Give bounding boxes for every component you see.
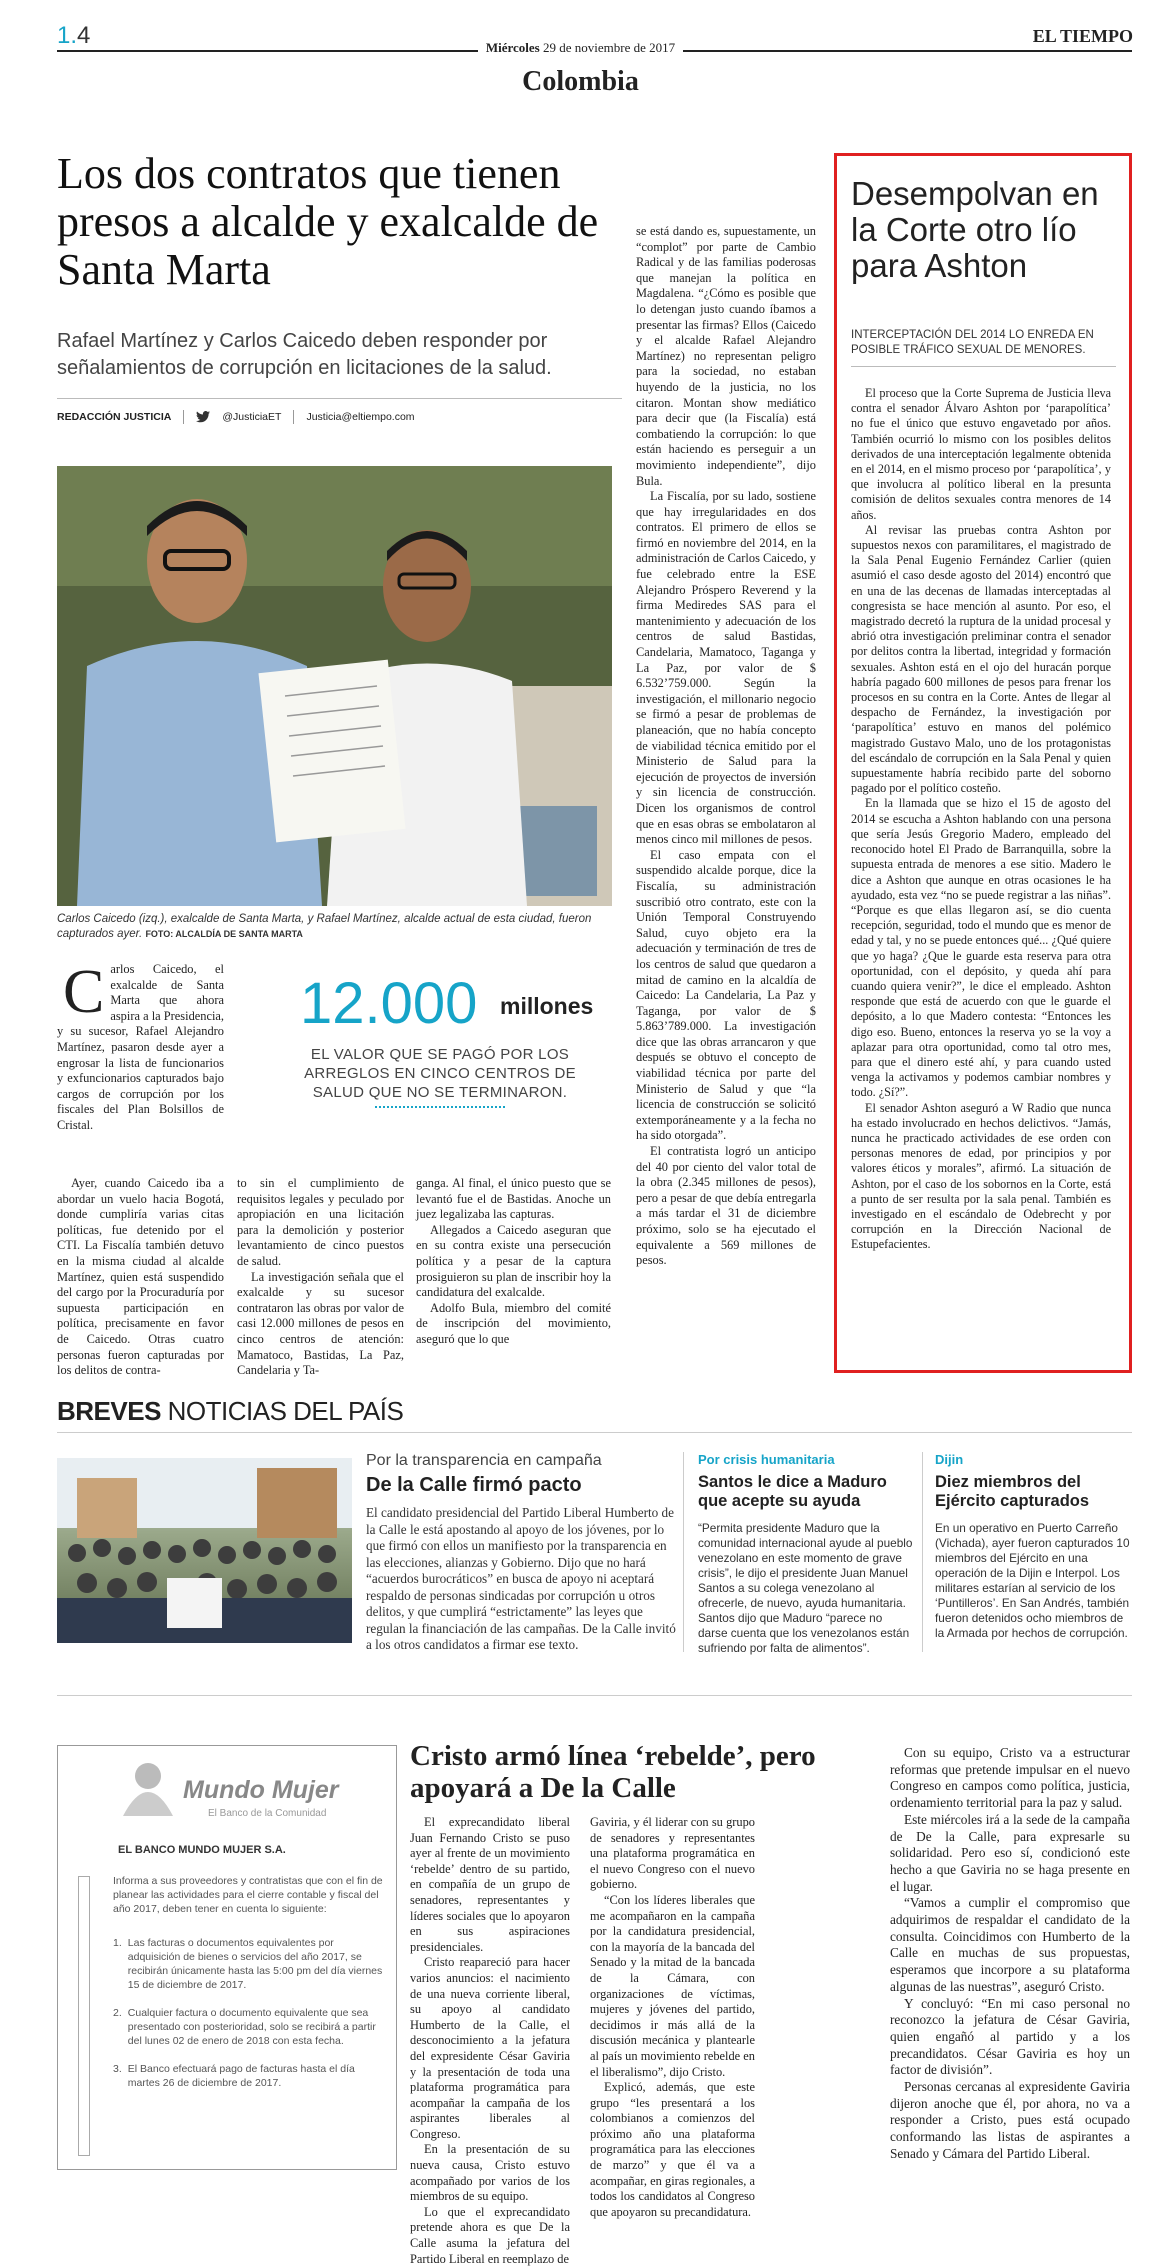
highlight-unit: millones	[500, 993, 594, 1019]
advertisement	[57, 1745, 397, 2170]
sidebar-rule	[851, 366, 1116, 367]
paragraph: Allegados a Caicedo aseguran que en su contra existe una persecución política y a pesar de la captura prosiguieron su plan de inscribir hoy la candidatura del exalcalde.	[416, 1222, 611, 1300]
breve-headline: Santos le dice a Maduro que acepte su ayuda	[698, 1473, 887, 1510]
photo-credit: FOTO: ALCALDÍA DE SANTA MARTA	[145, 929, 303, 939]
sidebar-headline: Desempolvan en la Corte otro lío para Ashton	[851, 175, 1099, 284]
paragraph: El senador Ashton aseguró a W Radio que nunca ha estado involucrado en hechos delictivos. “Jamás, nunca he practicado actividades de ese orden con personas menores de edad, por principios y por valores éticos y morales”, afirmó. La situación de Ashton, por el caso de los sobornos en la Corte, está a punto de ser resulta por la sala penal. También es investigado en el escándalo de Odebrecht y por corrupción en la Dirección Nacional de Estupefacientes.	[851, 1100, 1111, 1252]
paragraph: Explicó, además, que este grupo “les presentará a los colombianos a comienzos del próximo año una plataforma programática para las elecciones de marzo” y que él va a acompañar, en giras regionales, a todos los candidatos al Congreso que apoyaron su precandidatura.	[590, 2080, 755, 2219]
breve-kicker: Por la transparencia en campaña	[366, 1452, 602, 1469]
paragraph: “Vamos a cumplir el compromiso que adquirimos de respaldar el candidato de la consulta. Coincidimos con Humberto de la Calle en muchas de sus propuestas, esperamos que incorpore a su plataforma algunas de las nuestras”, aseguró Cristo.	[890, 1895, 1130, 1994]
paragraph: El contratista logró un anticipo del 40 por ciento del valor total de la obra (2.345 millones de pesos), pero a pesar de que debía entregarla a más tardar el 31 de diciembre próximo, solo se ha ejecutado el equivalente a 569 millones de pesos.	[636, 1144, 816, 1268]
paragraph: “Con los líderes liberales que me acompañaron en la campaña por la candidatura presidencial, con la mayoría de la bancada del Senado y la mitad de la bancada de la Cámara, con organizaciones de víctimas, mujeres y jóvenes del partido, decidimos ir más allá de la discusión mecánica y plantearle al país un movimiento rebelde en el liberalismo”, dijo Cristo.	[590, 1892, 755, 2079]
paragraph: La Fiscalía, por su lado, sostiene que hay irregularidades en dos contratos. El primero de ellos se firmó en noviembre del 2014, en la administración de Carlos Caicedo, y fue celebrado entre la ESE Alejandro Próspero Reverend y la firma Mediredes SAS para el mantenimiento y adecuación de los centros de salud Bastidas, Candelaria, Mamatoco, Taganga y La Paz, por valor de $ 6.532’759.000. Según la investigación, el millonario negocio se firmó a pesar de problemas de planeación, que no había concepto de viabilidad técnica emitido por el Ministerio de Salud para la ejecución de proyectos de inversión y sin licencia de construcción. Dicen los organismos de control que en esas obras se embolataron al menos cinco mil millones de pesos.	[636, 489, 816, 847]
paragraph: El exprecandidato liberal Juan Fernando Cristo se puso ayer al frente de un movimiento ‘rebelde’ dentro de su partido, en compañía de un grupo de senadores, representantes y líderes sociales que lo apoyaron en sus aspiraciones presidenciales.	[410, 1815, 570, 1954]
section-title: Colombia	[522, 66, 639, 97]
paragraph: Personas cercanas al expresidente Gaviria dijeron anoche que él, por ahora, no va a responder a Cristo, pues está ocupado conformando las listas de aspirantes a Senado y Cámara del Partido Liberal.	[890, 2079, 1130, 2161]
paragraph: Gaviria, y él liderar con su grupo de senadores y representantes una plataforma programática en el nuevo Congreso con el nuevo gobierno.	[590, 1815, 755, 1892]
paragraph: El caso empata con el suspendido alcalde porque, dice la Fiscalía, su administración suscribió otro contrato, este con la Unión Temporal Construyendo Salud, cuyo objeto era la adecuación y terminación de tres de los centros de salud que quedaron a mitad de camino en la alcaldía de Caicedo: La Candelaria, La Paz y Taganga, por valor de $ 5.863’789.000. La investigación dice que las obras arrancaron y que después se obtuvo el concepto de viabilidad técnica por parte del Ministerio de Salud y que “la licencia de construcción se solicitó extemporáneamente y a la fecha no ha sido otorgada”.	[636, 847, 816, 1143]
ad-list: 1. Las facturas o documentos equivalentes por adquisición de bienes o servicios del año 2017, se recibirán únicamente hasta las 5:00 pm del día viernes 15 de diciembre de 2017. 2. Cualquier factura o documento equivalente que sea presentado con posterioridad, solo se recibirá a partir del lunes 02 de enero de 2018 con esta fecha. 3. El Banco efectuará pago de facturas hasta el día martes 26 de diciembre de 2017.	[113, 1937, 383, 2089]
sidebar-deck: INTERCEPTACIÓN DEL 2014 LO ENREDA EN POSIBLE TRÁFICO SEXUAL DE MENORES.	[851, 329, 1094, 356]
highlight-divider	[375, 1106, 505, 1108]
byline-rule	[57, 398, 622, 399]
main-deck: Rafael Martínez y Carlos Caicedo deben responder por señalamientos de corrupción en licitaciones de la salud.	[57, 330, 552, 379]
paragraph: En la presentación de su nueva causa, Cristo estuvo acompañado por varios de los miembros de su equipo.	[410, 2142, 570, 2204]
paragraph: La investigación señala que el exalcalde y su sucesor contrataron las obras por valor de casi 12.000 millones de pesos en cinco centros de atención: Mamatoco, Bastidas, La Paz, Candelaria y Ta-	[237, 1269, 404, 1378]
drop-cap: C	[63, 958, 105, 1026]
breve-item	[698, 1452, 913, 1656]
paragraph: Con su equipo, Cristo va a estructurar reformas que pretende impulsar en el nuevo Congreso en campos como política, justicia, ordenamiento territorial para la paz y salud.	[890, 1745, 1130, 1811]
byline-twitter[interactable]: @JusticiaET	[222, 411, 282, 423]
breves-heading: BREVES NOTICIAS DEL PAÍS	[57, 1396, 404, 1426]
ad-side-strip	[78, 1876, 90, 2156]
twitter-icon	[196, 411, 210, 423]
paragraph: se está dando es, supuestamente, un “complot” por parte de Cambio Radical y de las familias poderosas que manejan la política en Magdalena. “¿Cómo es posible que lo detengan justo cuando íbamos a presentar las firmas? Ellos (Caicedo y el alcalde Rafael Alejandro Martínez) no representan peligro para la sociedad, no estaban huyendo de la justicia, no los citaron. Montan show mediático para decir que (la Fiscalía) está combatiendo la corrupción: lo que están haciendo es perseguir a un movimiento independiente”, dijo Bula.	[636, 224, 816, 488]
paragraph: Cristo reapareció para hacer varios anuncios: el nacimiento de una nueva corriente liberal, su apoyo al candidato Humberto de la Calle, el desconocimiento a la jefatura del expresidente César Gaviria y la presentación de toda una plataforma programática para acompañar la campaña de los aspirantes liberales al Congreso.	[410, 1955, 570, 2141]
highlight-number: 12.000	[300, 971, 478, 1036]
ad-brand: Mundo Mujer	[183, 1776, 339, 1804]
article-column-3	[416, 1176, 611, 1348]
article-column-1	[57, 1176, 224, 1379]
breve-item	[366, 1452, 676, 1654]
photo-caption	[57, 912, 612, 942]
page-number: 1.4	[57, 22, 91, 49]
breve-photo	[57, 1458, 352, 1643]
column-divider	[922, 1452, 923, 1652]
lead-column	[57, 958, 224, 1134]
breve-item	[935, 1452, 1130, 1641]
issue-date: Miércoles 29 de noviembre de 2017	[0, 40, 1161, 56]
ad-intro: Informa a sus proveedores y contratistas que con el fin de planear las actividades para el cierre contable y fiscal del año 2017, deben tener en cuenta lo siguiente:	[113, 1875, 383, 1915]
caption-text: Carlos Caicedo (izq.), exalcalde de Santa Marta, y Rafael Martínez, alcalde actual de esta ciudad, fueron capturados ayer.	[57, 913, 592, 940]
breve-body: El candidato presidencial del Partido Liberal Humberto de la Calle le está apostando al apoyo de los jóvenes, por lo que firmó con ellos un manifiesto por la transparencia en las elecciones, alianzas y Gobierno. Dijo que no hará “acuerdos burocráticos” en busca de apoyo ni aceptará respaldo de personas sindicadas por corrupción u otros delitos, y que cumplirá “estrictamente” las leyes que regulan la financiación de las campañas. De la Calle invitó a los otros candidatos a firmar ese texto.	[366, 1505, 676, 1652]
article-column-4	[636, 224, 816, 1269]
main-headline: Los dos contratos que tienen presos a alcalde y exalcalde de Santa Marta	[57, 149, 599, 294]
byline	[57, 410, 415, 424]
breve-kicker: Dijin	[935, 1452, 964, 1467]
breve-headline: Diez miembros del Ejército capturados	[935, 1473, 1090, 1510]
breve-kicker: Por crisis humanitaria	[698, 1452, 835, 1467]
ad-item: Cualquier factura o documento equivalente que sea presentado con posterioridad, solo se recibirá a partir del lunes 02 de enero de 2018 con esta fecha.	[127, 2007, 376, 2047]
newspaper-brand: EL TIEMPO	[1032, 26, 1133, 46]
sidebar-body	[851, 386, 1111, 1253]
main-photo	[57, 466, 612, 906]
breve-body: En un operativo en Puerto Carreño (Vichada), ayer fueron capturados 10 miembros del Ejército en una operación de la Dijin e Interpol. Los militares estarían al servicio de los ‘Puntilleros’. En San Andrés, también fueron detenidos ocho miembros de la Armada por hechos de corrupción.	[935, 1521, 1130, 1640]
divider	[183, 410, 184, 424]
byline-email[interactable]: Justicia@eltiempo.com	[306, 411, 415, 423]
section-rule	[57, 1695, 1132, 1696]
paragraph: Este miércoles irá a la sede de la campaña de De la Calle, para expresarle su solidaridad. Pero eso sí, condicionó este hecho a que Gaviria no se haga presente en el lugar.	[890, 1811, 1130, 1894]
cristo-column-3	[890, 1745, 1130, 2163]
ad-item: El Banco efectuará pago de facturas hasta el día martes 26 de diciembre de 2017.	[127, 2063, 355, 2089]
paragraph: El proceso que la Corte Suprema de Justicia lleva contra el senador Álvaro Ashton por ‘parapolítica’ no fue el único que estuvo engavetado por años. También ocurrió lo mismo con los posibles delitos derivados de una interceptación legalmente obtenida en el 2014, en el mismo proceso por ‘parapolítica’, y que involucra al político liberal en la presunta comisión de delitos sexuales contra menores de 14 años.	[851, 386, 1111, 522]
paragraph: Al revisar las pruebas contra Ashton por supuestos nexos con paramilitares, el magistrado de la Sala Penal Eugenio Fernández Carlier (quien asumió el caso desde agosto del 2014) encontró que en una de las decenas de llamadas interceptadas al congresista se hace mención al asunto. Por eso, el magistrado decretó la ruptura de la unidad procesal y abrió otra investigación preliminar contra el senador por delitos contra la libertad, integridad y formación sexuales. Ashton está en el ojo del huracán porque habría pagado 600 millones de pesos para frenar los procesos en su contra en la Corte. Antes de llegar al despacho de Fernández, la investigación por ‘parapolítica’ estuvo en manos del polémico magistrado Gustavo Malo, uno de los protagonistas del escándalo de corrupción en la Sala Penal y quien supuestamente habría recibido parte del soborno pagado por el político costeño.	[851, 522, 1111, 796]
ad-company: EL BANCO MUNDO MUJER S.A.	[118, 1844, 286, 1856]
ad-tagline: El Banco de la Comunidad	[208, 1808, 327, 1819]
paragraph: Adolfo Bula, miembro del comité de inscripción del movimiento, aseguró que lo que	[416, 1300, 611, 1346]
breves-rule	[57, 1432, 1132, 1433]
cristo-headline: Cristo armó línea ‘rebelde’, pero apoyará a De la Calle	[410, 1740, 816, 1804]
breve-body: “Permita presidente Maduro que la comunidad internacional ayude al pueblo venezolano en este momento de grave crisis”, le dijo el presidente Juan Manuel Santos a su colega venezolano al ofrecerle, de nuevo, ayuda humanitaria. Santos dijo que Maduro “parece no darse cuenta que los venezolanos están sufriendo por falta de alimentos”.	[698, 1521, 913, 1655]
cristo-column-2	[590, 1815, 755, 2220]
paragraph: En la llamada que se hizo el 15 de agosto del 2014 se escucha a Ashton hablando con una persona que sería Jesús Gregorio Madero, empleado del reconocido hotel El Prado de Barranquilla, sobre la supuesta entrada de menores a ese sitio. Madero le dice a Ashton que aunque en otras ocasiones le ha ayudado, esta vez “no se puede registrar a las niñas”. “Porque es que ellas llegaron así, se dio cuenta recepción, seguridad, todo el mundo que es menor de edad y tal, y no se puede entonces qué... ¿Qué quiere que yo haga? ¿Que le guarde esta reserva para otra oportunidad, con el depósito, y queda ahí para cuando quiera venir?”, le dice el empleado. Ashton responde que está de acuerdo con que le guarde el depósito, a lo que Madero contesta: “Entonces les digo eso. Bueno, entonces la reserva yo se la voy a aplazar para otra oportunidad, como tal otro mes, para que el dinero esté ahí, y para cuando usted venga la activamos y podemos cambiar nombres y todo. ¿Sí?”.	[851, 796, 1111, 1100]
highlight-description: EL VALOR QUE SE PAGÓ POR LOS ARREGLOS EN CINCO CENTROS DE SALUD QUE NO SE TERMINARON.	[304, 1046, 576, 1101]
ad-item: Las facturas o documentos equivalentes por adquisición de bienes o servicios del año 2017, se recibirán únicamente hasta las 5:00 pm del día viernes 15 de diciembre de 2017.	[127, 1937, 383, 1991]
paragraph: Lo que el exprecandidato pretende ahora es que De la Calle asuma la jefatura del Partido Liberal en reemplazo de	[410, 2204, 570, 2266]
lead-paragraph: arlos Caicedo, el exalcalde de Santa Marta que ahora aspira a la Presidencia, y su sucesor, Rafael Alejandro Martínez, pasaron desde ayer a engrosar la lista de funcionarios y exfuncionarios capturados bajo cargos de corrupción por los fiscales del Plan Bolsillos de Cristal.	[57, 962, 224, 1132]
column-divider	[683, 1452, 684, 1652]
paragraph: to sin el cumplimiento de requisitos legales y peculado por apropiación en una licitación para la demolición y posterior levantamiento de cinco puestos de salud.	[237, 1176, 404, 1268]
byline-author: REDACCIÓN JUSTICIA	[57, 411, 172, 423]
breve-headline: De la Calle firmó pacto	[366, 1474, 582, 1496]
divider	[293, 410, 294, 424]
article-column-2	[237, 1176, 404, 1379]
paragraph: ganga. Al final, el único puesto que se levantó fue el de Bastidas. Anoche un juez legalizaba las capturas.	[416, 1176, 611, 1222]
paragraph: Y concluyó: “En mi caso personal no reconozco la jefatura de César Gaviria, quien engañó al partido y a los precandidatos. César Gaviria es hoy un factor de división”.	[890, 1995, 1130, 2078]
paragraph: Ayer, cuando Caicedo iba a abordar un vuelo hacia Bogotá, donde cumpliría varias citas políticas, fue detenido por el CTI. La Fiscalía también detuvo en la misma ciudad al alcalde Martínez, quien está suspendido del cargo por la Procuraduría por supuesta participación en política, precisamente en favor de Caicedo. Otras cuatro personas fueron capturadas por los delitos de contra-	[57, 1176, 224, 1378]
cristo-column-1	[410, 1815, 570, 2267]
